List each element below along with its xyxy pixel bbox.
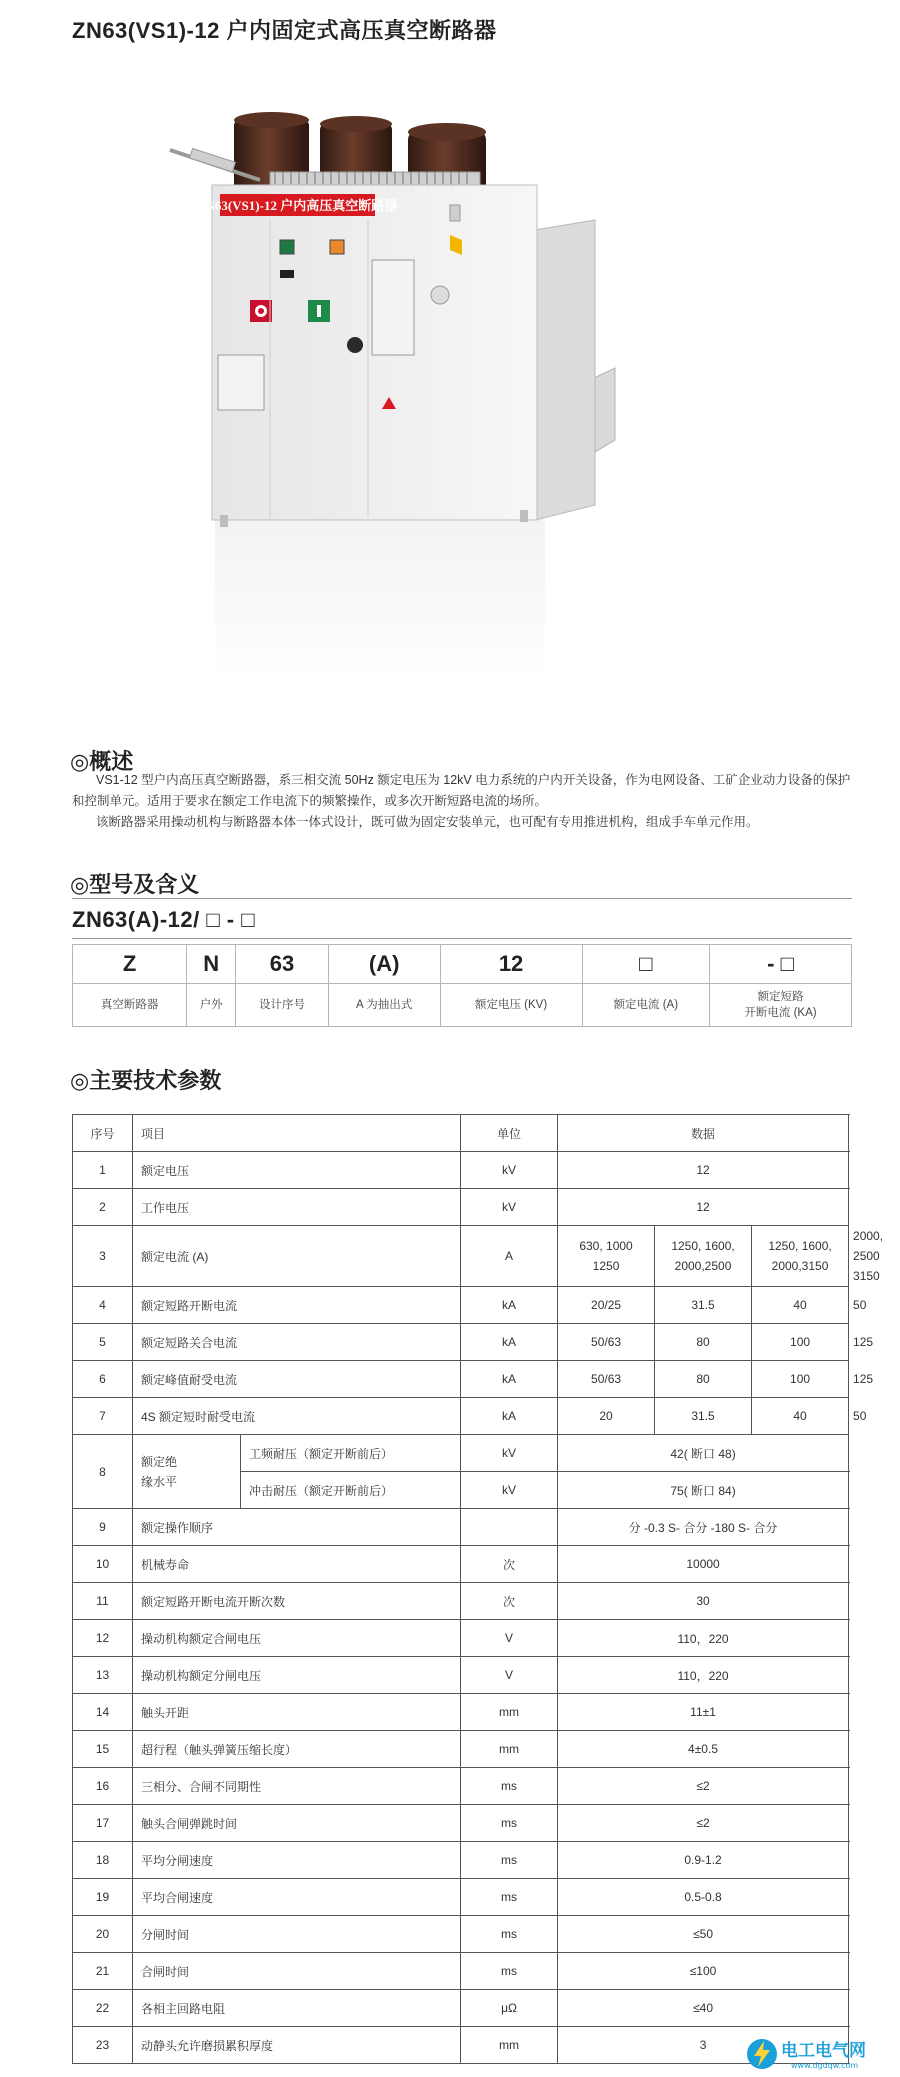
params-heading: ◎主要技术参数 bbox=[70, 1068, 222, 1093]
row-data: 42( 断口 48) bbox=[558, 1435, 849, 1472]
row-cell: 1250, 1600, 2000,3150 bbox=[752, 1226, 849, 1287]
row-cell: 20 bbox=[558, 1398, 655, 1435]
row-data: 110，220 bbox=[558, 1657, 849, 1694]
row-no: 17 bbox=[73, 1805, 133, 1842]
table-row bbox=[73, 1509, 849, 1546]
model-meaning-table bbox=[72, 944, 852, 1027]
header-unit: 单位 bbox=[461, 1115, 558, 1152]
row-data: ≤100 bbox=[558, 1953, 849, 1990]
row-item: 4S 额定短时耐受电流 bbox=[133, 1398, 461, 1435]
row-item: 工作电压 bbox=[133, 1189, 461, 1226]
model-meaning: 户外 bbox=[187, 984, 236, 1027]
header-no: 序号 bbox=[73, 1115, 133, 1152]
overview-text bbox=[72, 770, 852, 833]
row-no: 6 bbox=[73, 1361, 133, 1398]
row-data: ≤50 bbox=[558, 1916, 849, 1953]
page-title: ZN63(VS1)-12 户内固定式高压真空断路器 bbox=[72, 18, 497, 43]
row-data: 3 bbox=[558, 2027, 849, 2064]
table-row bbox=[73, 1916, 849, 1953]
row-data: 分 -0.3 S- 合分 -180 S- 合分 bbox=[558, 1509, 849, 1546]
row-item: 动静头允许磨损累积厚度 bbox=[133, 2027, 461, 2064]
model-meaning: 额定电压 (KV) bbox=[440, 984, 582, 1027]
row-unit: ms bbox=[461, 1879, 558, 1916]
table-row bbox=[73, 1189, 849, 1226]
row-unit: mm bbox=[461, 1694, 558, 1731]
row-data: 11±1 bbox=[558, 1694, 849, 1731]
watermark-logo bbox=[745, 2035, 895, 2073]
row-cell: 80 bbox=[655, 1324, 752, 1361]
row-item: 额定短路开断电流 bbox=[133, 1287, 461, 1324]
table-row bbox=[73, 1805, 849, 1842]
row-cell: 80 bbox=[655, 1361, 752, 1398]
row-subitem: 冲击耐压（额定开断前后） bbox=[241, 1472, 461, 1509]
row-no: 11 bbox=[73, 1583, 133, 1620]
table-row bbox=[73, 1546, 849, 1583]
header-item: 项目 bbox=[133, 1115, 461, 1152]
row-no: 13 bbox=[73, 1657, 133, 1694]
row-cell: 40 bbox=[752, 1287, 849, 1324]
row-item: 额定电流 (A) bbox=[133, 1226, 461, 1287]
row-cell: 100 bbox=[752, 1324, 849, 1361]
table-header-row bbox=[73, 1115, 849, 1152]
row-no: 21 bbox=[73, 1953, 133, 1990]
model-meaning: 设计序号 bbox=[236, 984, 328, 1027]
model-part: 12 bbox=[440, 945, 582, 984]
table-row: 3 额定电流 (A) A 630, 1000 1250 1250, 1600, 2000,2500 1250, 1600, 2000,3150 2000, 2500 3150 bbox=[73, 1226, 849, 1287]
table-row bbox=[73, 1152, 849, 1189]
row-cell: 50/63 bbox=[558, 1324, 655, 1361]
model-meaning: 真空断路器 bbox=[73, 984, 187, 1027]
row-item: 平均分闸速度 bbox=[133, 1842, 461, 1879]
row-no: 3 bbox=[73, 1226, 133, 1287]
model-meaning: A 为抽出式 bbox=[328, 984, 440, 1027]
row-no: 16 bbox=[73, 1768, 133, 1805]
model-code: ZN63(A)-12/ □ - □ bbox=[72, 907, 255, 932]
row-unit: kV bbox=[461, 1435, 558, 1472]
row-subitem: 工频耐压（额定开断前后） bbox=[241, 1435, 461, 1472]
row-unit: kV bbox=[461, 1152, 558, 1189]
table-row: 6 额定峰值耐受电流 kA 50/63 80 100 125 bbox=[73, 1361, 849, 1398]
product-image bbox=[150, 110, 670, 710]
row-item: 各相主回路电阻 bbox=[133, 1990, 461, 2027]
row-unit: kV bbox=[461, 1189, 558, 1226]
row-item: 超行程（触头弹簧压缩长度） bbox=[133, 1731, 461, 1768]
row-data: 110，220 bbox=[558, 1620, 849, 1657]
row-no: 18 bbox=[73, 1842, 133, 1879]
model-part: (A) bbox=[328, 945, 440, 984]
row-cell: 40 bbox=[752, 1398, 849, 1435]
row-unit: kA bbox=[461, 1287, 558, 1324]
table-row: 7 4S 额定短时耐受电流 kA 20 31.5 40 50 bbox=[73, 1398, 849, 1435]
table-row bbox=[73, 1953, 849, 1990]
row-no: 7 bbox=[73, 1398, 133, 1435]
row-unit: ms bbox=[461, 1842, 558, 1879]
params-table bbox=[72, 1114, 884, 2064]
label-plate-text: ZN63(VS1)-12 户内高压真空断路器 bbox=[196, 198, 398, 213]
row-no: 4 bbox=[73, 1287, 133, 1324]
watermark-url: www.dgdqw.com bbox=[791, 2061, 859, 2070]
row-unit: ms bbox=[461, 1916, 558, 1953]
row-cell: 20/25 bbox=[558, 1287, 655, 1324]
row-unit: ms bbox=[461, 1805, 558, 1842]
row-data: 10000 bbox=[558, 1546, 849, 1583]
row-data: 0.9-1.2 bbox=[558, 1842, 849, 1879]
row-unit: kA bbox=[461, 1361, 558, 1398]
row-cell: 31.5 bbox=[655, 1287, 752, 1324]
row-unit: kV bbox=[461, 1472, 558, 1509]
row-item: 触头开距 bbox=[133, 1694, 461, 1731]
row-no: 5 bbox=[73, 1324, 133, 1361]
row-item: 分闸时间 bbox=[133, 1916, 461, 1953]
table-row bbox=[73, 1694, 849, 1731]
overview-para-1: VS1-12 型户内高压真空断路器，系三相交流 50Hz 额定电压为 12kV 电力系统的户内开关设备，作为电网设备、工矿企业动力设备的保护和控制单元。适用于要求在额定工作电流下的频繁操作，或多次开断短路电流的场所。 bbox=[72, 773, 851, 808]
watermark-name: 电工电气网 bbox=[781, 2041, 866, 2061]
row-item: 额定操作顺序 bbox=[133, 1509, 461, 1546]
row-item: 平均合闸速度 bbox=[133, 1879, 461, 1916]
row-data: ≤2 bbox=[558, 1768, 849, 1805]
row-cell: 50/63 bbox=[558, 1361, 655, 1398]
row-unit bbox=[461, 1509, 558, 1546]
row-unit: mm bbox=[461, 1731, 558, 1768]
model-heading: ◎型号及含义 bbox=[70, 872, 200, 897]
model-part: □ bbox=[582, 945, 709, 984]
model-part: 63 bbox=[236, 945, 328, 984]
row-unit: mm bbox=[461, 2027, 558, 2064]
table-row bbox=[73, 1620, 849, 1657]
row-data: 75( 断口 84) bbox=[558, 1472, 849, 1509]
row-item: 额定短路开断电流开断次数 bbox=[133, 1583, 461, 1620]
table-row bbox=[73, 1657, 849, 1694]
row-item: 操动机构额定合闸电压 bbox=[133, 1620, 461, 1657]
row-data: 4±0.5 bbox=[558, 1731, 849, 1768]
row-item: 额定峰值耐受电流 bbox=[133, 1361, 461, 1398]
row-no: 1 bbox=[73, 1152, 133, 1189]
row-item: 额定短路关合电流 bbox=[133, 1324, 461, 1361]
row-data: ≤40 bbox=[558, 1990, 849, 2027]
divider bbox=[72, 898, 852, 899]
table-row bbox=[73, 2027, 849, 2064]
row-no: 10 bbox=[73, 1546, 133, 1583]
row-unit: μΩ bbox=[461, 1990, 558, 2027]
table-row bbox=[73, 1583, 849, 1620]
header-data: 数据 bbox=[558, 1115, 849, 1152]
table-row bbox=[73, 1731, 849, 1768]
table-row bbox=[73, 1435, 849, 1472]
row-data: ≤2 bbox=[558, 1805, 849, 1842]
row-unit: 次 bbox=[461, 1546, 558, 1583]
row-data: 12 bbox=[558, 1189, 849, 1226]
row-item: 操动机构额定分闸电压 bbox=[133, 1657, 461, 1694]
row-cell: 31.5 bbox=[655, 1398, 752, 1435]
row-unit: V bbox=[461, 1657, 558, 1694]
row-cell: 630, 1000 1250 bbox=[558, 1226, 655, 1287]
model-meaning: 额定电流 (A) bbox=[582, 984, 709, 1027]
model-part: Z bbox=[73, 945, 187, 984]
row-item: 额定绝 缘水平 bbox=[133, 1435, 241, 1509]
row-no: 8 bbox=[73, 1435, 133, 1509]
row-unit: ms bbox=[461, 1768, 558, 1805]
row-data: 30 bbox=[558, 1583, 849, 1620]
row-no: 12 bbox=[73, 1620, 133, 1657]
table-row: 4 额定短路开断电流 kA 20/25 31.5 40 50 bbox=[73, 1287, 849, 1324]
table-row: 5 额定短路关合电流 kA 50/63 80 100 125 bbox=[73, 1324, 849, 1361]
row-data: 12 bbox=[558, 1152, 849, 1189]
overview-para-2: 该断路器采用操动机构与断路器本体一体式设计，既可做为固定安装单元，也可配有专用推进机构，组成手车单元作用。 bbox=[96, 815, 759, 829]
row-item: 三相分、合闸不同期性 bbox=[133, 1768, 461, 1805]
row-unit: V bbox=[461, 1620, 558, 1657]
model-meaning: 额定短路 开断电流 (KA) bbox=[710, 984, 852, 1027]
row-unit: kA bbox=[461, 1324, 558, 1361]
row-item: 合闸时间 bbox=[133, 1953, 461, 1990]
row-unit: A bbox=[461, 1226, 558, 1287]
row-no: 15 bbox=[73, 1731, 133, 1768]
row-no: 14 bbox=[73, 1694, 133, 1731]
table-row bbox=[73, 1842, 849, 1879]
model-part: N bbox=[187, 945, 236, 984]
row-no: 22 bbox=[73, 1990, 133, 2027]
table-row bbox=[73, 1768, 849, 1805]
row-no: 23 bbox=[73, 2027, 133, 2064]
row-unit: ms bbox=[461, 1953, 558, 1990]
row-data: 0.5-0.8 bbox=[558, 1879, 849, 1916]
row-item: 触头合闸弹跳时间 bbox=[133, 1805, 461, 1842]
row-no: 9 bbox=[73, 1509, 133, 1546]
row-unit: 次 bbox=[461, 1583, 558, 1620]
row-no: 2 bbox=[73, 1189, 133, 1226]
row-item: 机械寿命 bbox=[133, 1546, 461, 1583]
table-row bbox=[73, 1990, 849, 2027]
model-part: - □ bbox=[710, 945, 852, 984]
row-item: 额定电压 bbox=[133, 1152, 461, 1189]
row-cell: 1250, 1600, 2000,2500 bbox=[655, 1226, 752, 1287]
row-cell: 100 bbox=[752, 1361, 849, 1398]
row-no: 19 bbox=[73, 1879, 133, 1916]
overview-heading: ◎概述 bbox=[70, 749, 134, 774]
row-unit: kA bbox=[461, 1398, 558, 1435]
row-no: 20 bbox=[73, 1916, 133, 1953]
table-row bbox=[73, 1879, 849, 1916]
divider bbox=[72, 938, 852, 939]
